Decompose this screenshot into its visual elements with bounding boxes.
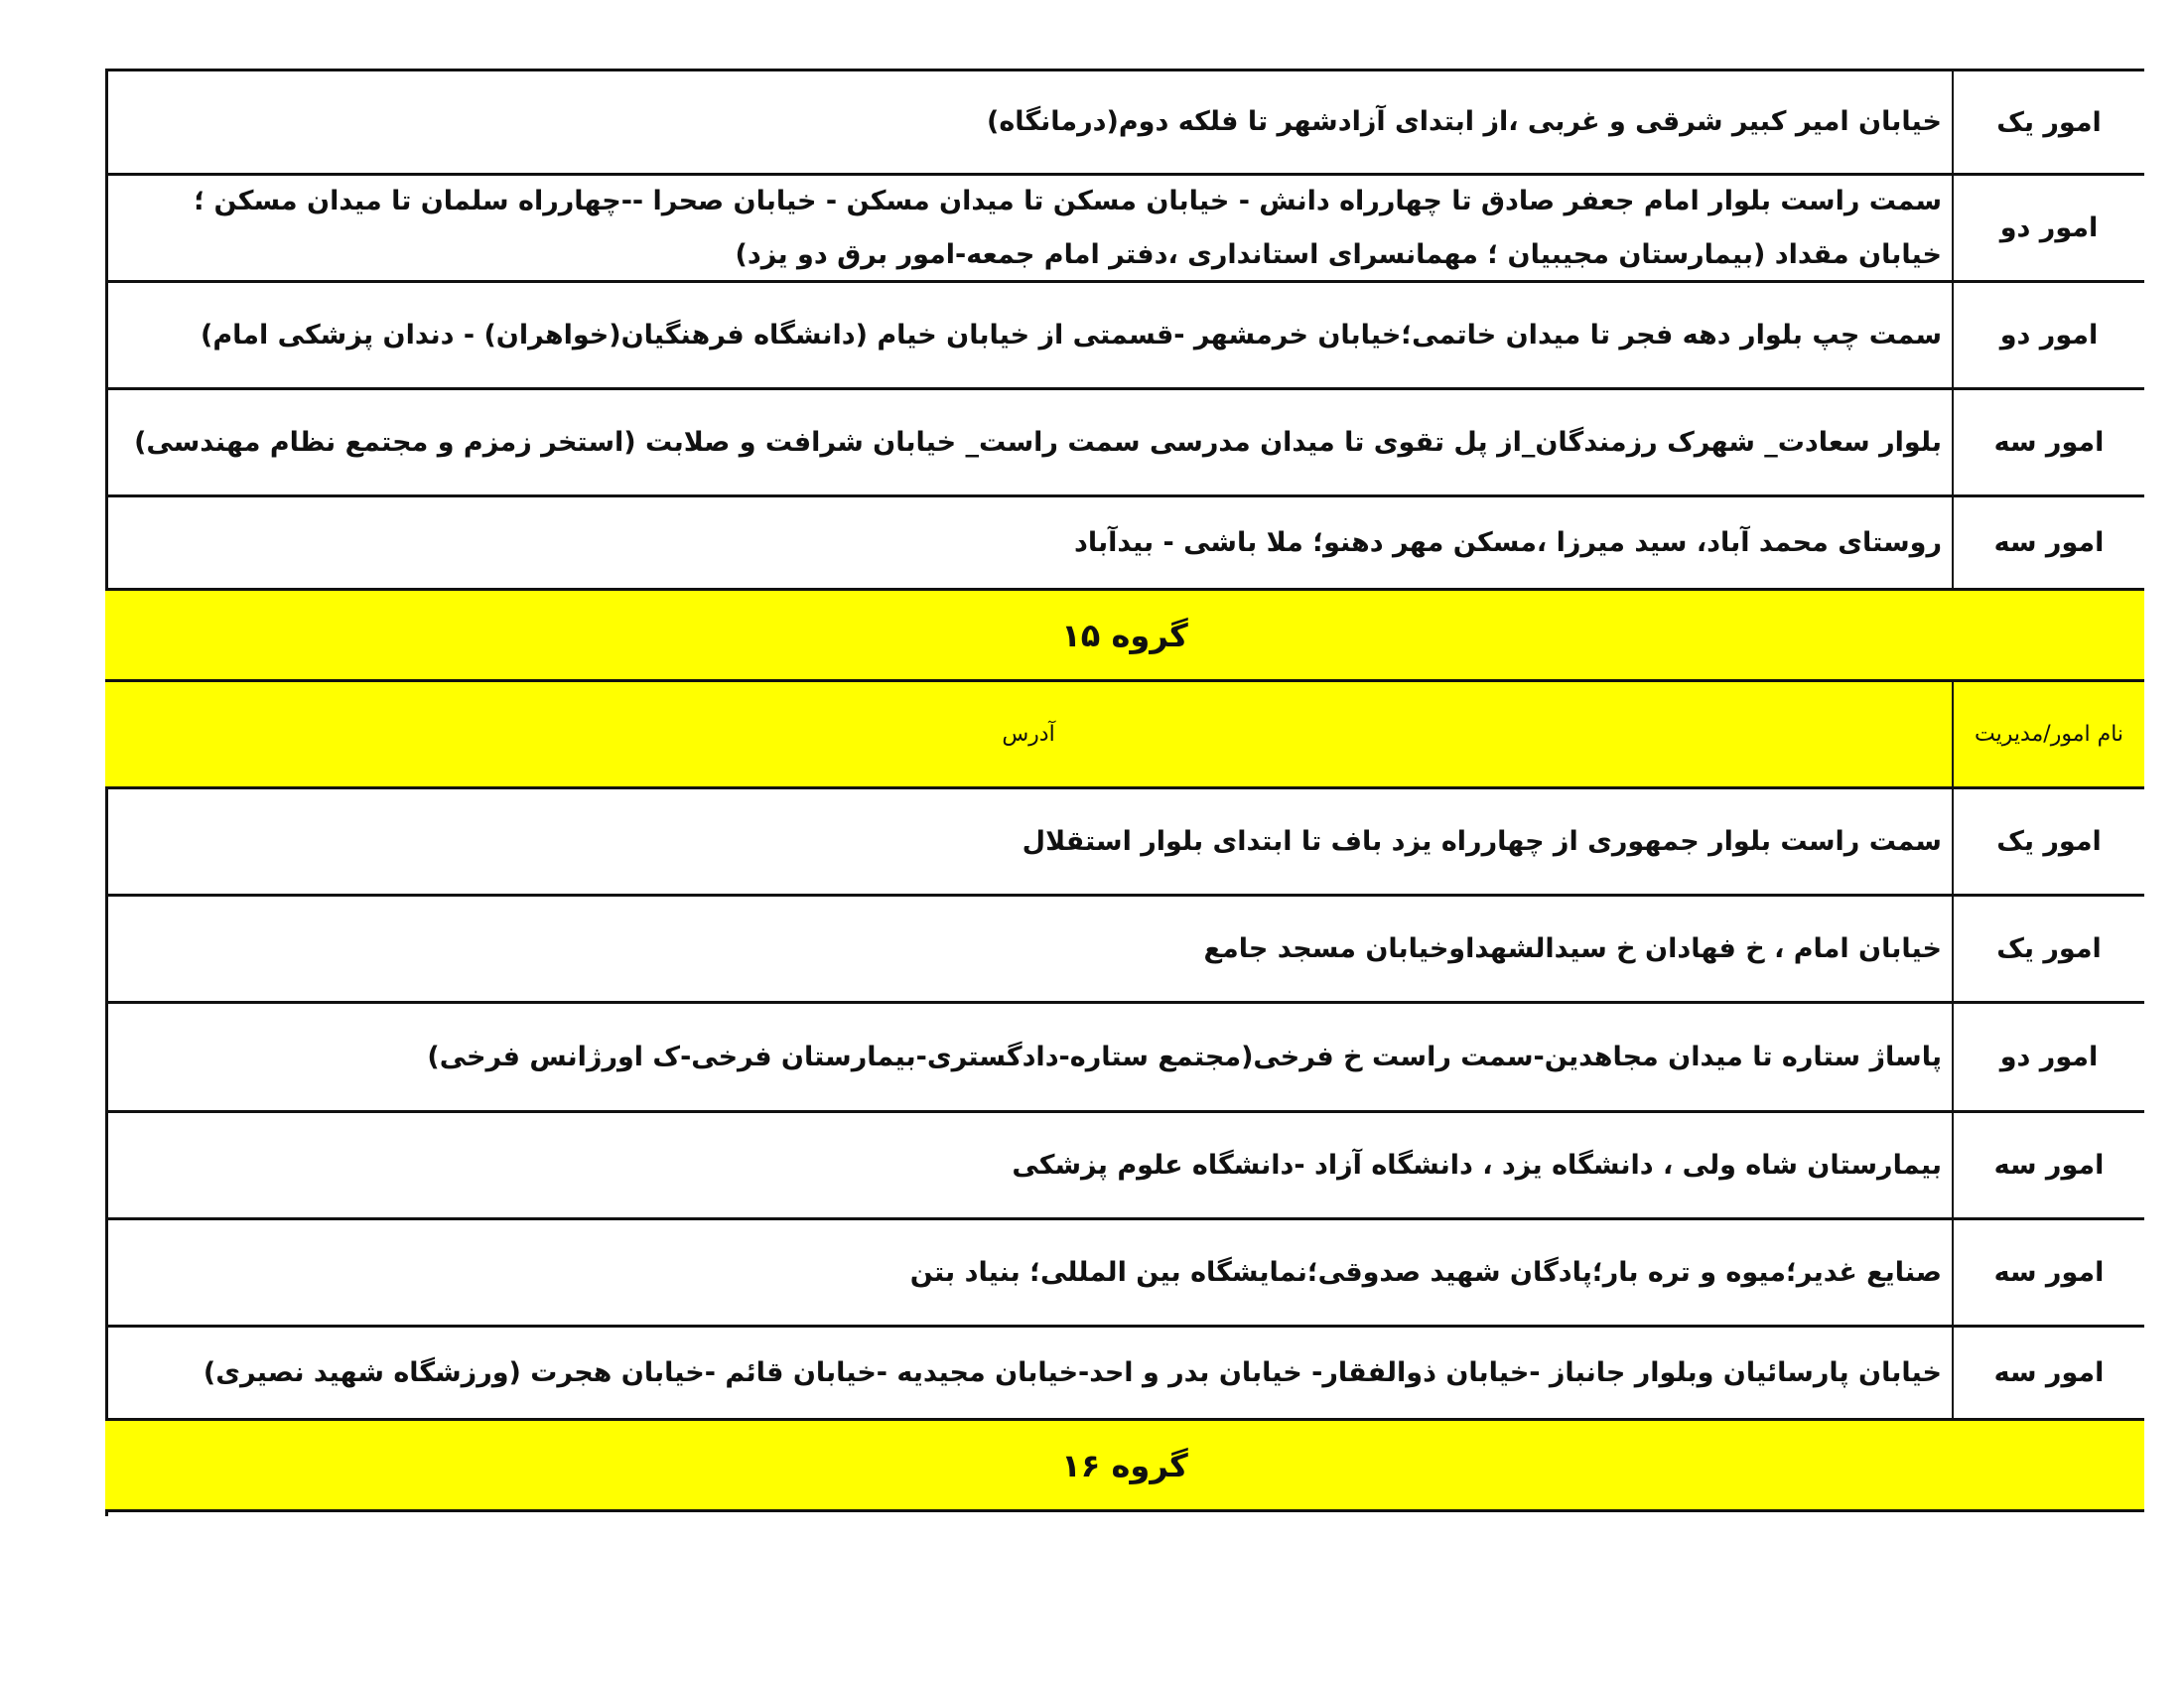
table-row — [105, 497, 2144, 591]
address-cell: بیمارستان شاه ولی ، دانشگاه یزد ، دانشگاه آزاد -دانشگاه علوم پزشکی — [1012, 1149, 1942, 1181]
column-header-district: نام امور/مدیریت — [1952, 682, 2144, 786]
table-row — [105, 283, 2144, 390]
table-row — [105, 1328, 2144, 1421]
address-cell: سمت راست بلوار امام جعفر صادق تا چهارراه دانش - خیابان مسکن تا میدان مسکن - خیابان صحرا --چهارراه سلمان تا میدان مسکن ؛ خیابان مقداد (بیمارستان مجیبیان ؛ مهمانسرای استانداری ،دفتر امام جمعه-امور برق دو یزد) — [194, 185, 1942, 270]
district-name: امور یک — [1952, 789, 2144, 894]
column-header-row — [105, 682, 2144, 789]
district-name: امور سه — [1952, 390, 2144, 494]
group-heading-16: گروه ۱۶ — [105, 1421, 2144, 1512]
table-row — [105, 390, 2144, 497]
district-name: امور سه — [1952, 1220, 2144, 1325]
table-row — [105, 789, 2144, 897]
table-row — [105, 1220, 2144, 1328]
address-cell: پاساژ ستاره تا میدان مجاهدین-سمت راست خ فرخی(مجتمع ستاره-دادگستری-بیمارستان فرخی-ک اورژانس فرخی) — [427, 1041, 1942, 1072]
table-row — [105, 1004, 2144, 1113]
district-name: امور دو — [1952, 1004, 2144, 1110]
table-row — [105, 897, 2144, 1004]
district-name: امور سه — [1952, 1328, 2144, 1418]
district-name: امور سه — [1952, 497, 2144, 588]
table-row — [105, 69, 2144, 176]
address-cell: صنایع غدیر؛میوه و تره بار؛پادگان شهید صدوقی؛نمایشگاه بین المللی؛ بنیاد بتن — [909, 1256, 1942, 1288]
group-heading-15: گروه ۱۵ — [105, 591, 2144, 682]
address-cell: روستای محمد آباد، سید میرزا ،مسکن مهر دهنو؛ ملا باشی - بیدآباد — [1073, 526, 1942, 558]
table-row — [105, 1113, 2144, 1220]
district-name: امور دو — [1952, 176, 2144, 280]
address-cell: خیابان امام ، خ فهادان خ سیدالشهداوخیابان مسجد جامع — [1203, 932, 1942, 964]
table-row — [105, 176, 2144, 283]
address-cell: بلوار سعادت_ شهرک رزمندگان_از پل تقوی تا میدان مدرسی سمت راست_ خیابان شرافت و صلابت (استخر زمزم و مجتمع نظام مهندسی) — [134, 426, 1942, 458]
outage-schedule-table — [105, 69, 2144, 1512]
district-name: امور دو — [1952, 283, 2144, 387]
district-name: امور سه — [1952, 1113, 2144, 1217]
address-cell: خیابان امیر کبیر شرقی و غربی ،از ابتدای آزادشهر تا فلکه دوم(درمانگاه) — [987, 106, 1942, 137]
address-cell: سمت چپ بلوار دهه فجر تا میدان خاتمی؛خیابان خرمشهر -قسمتی از خیابان خیام (دانشگاه فرهنگیان(خواهران) - دندان پزشکی امام) — [201, 319, 1942, 351]
address-cell: خیابان پارسائیان وبلوار جانباز -خیابان ذوالفقار- خیابان بدر و احد-خیابان مجیدیه -خیابان قائم -خیابان هجرت (ورزشگاه شهید نصیری) — [203, 1356, 1942, 1388]
address-cell: سمت راست بلوار جمهوری از چهارراه یزد باف تا ابتدای بلوار استقلال — [1022, 825, 1942, 857]
column-header-address: آدرس — [1002, 722, 1055, 747]
district-name: امور یک — [1952, 71, 2144, 173]
district-name: امور یک — [1952, 897, 2144, 1001]
